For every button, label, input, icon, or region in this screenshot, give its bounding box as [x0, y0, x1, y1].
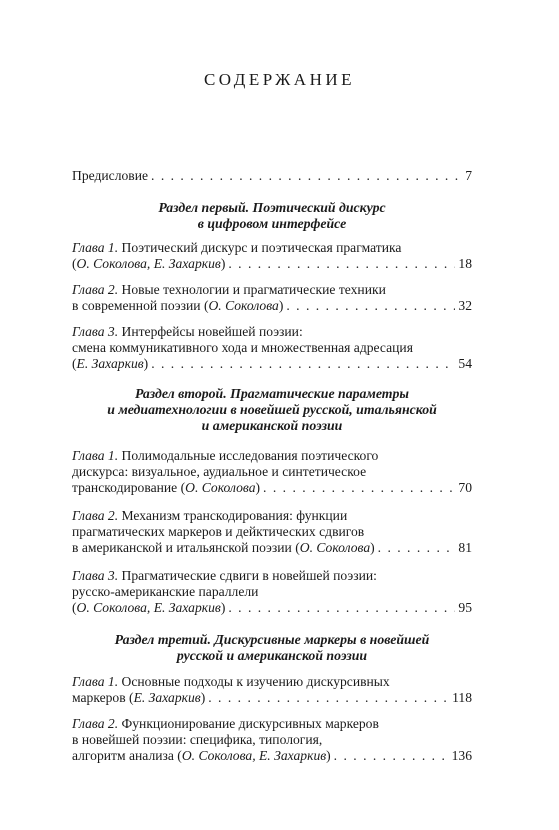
- section-heading-2: Раздел второй. Прагматические параметры и медиатехнологии в новейшей русской, итальянской и американской поэзии: [107, 386, 437, 433]
- dot-leader: [228, 600, 455, 616]
- chapter-authors: О. Соколова: [208, 298, 279, 313]
- page-number: 95: [458, 600, 472, 615]
- page-number: 18: [458, 256, 472, 271]
- chapter-authors: Е. Захаркив: [133, 690, 201, 705]
- dot-leader: [263, 480, 455, 496]
- page-number: 136: [451, 748, 472, 763]
- chapter-label: Глава 1.: [72, 240, 119, 255]
- toc-entry-s2-ch3: Глава 3. Прагматические сдвиги в новейшей поэзии: русско-американские параллели (О. Соколова, Е. Захаркив) . . . 95: [72, 568, 472, 616]
- entry-label: Предисловие: [72, 168, 149, 183]
- chapter-label: Глава 3.: [72, 324, 119, 339]
- toc-entry-preface: [72, 168, 472, 184]
- dot-leader: [228, 256, 455, 272]
- dot-leader: [286, 298, 455, 314]
- chapter-label: Глава 2.: [72, 716, 119, 731]
- page-title: СОДЕРЖАНИЕ: [203, 70, 356, 89]
- toc-entry-s2-ch2: Глава 2. Механизм транскодирования: функции прагматических маркеров и дейктических сдвигов в американской и итальянской поэзии (О. Соколова) . . . 81: [72, 508, 472, 556]
- chapter-label: Глава 1.: [72, 448, 119, 463]
- chapter-label: Глава 1.: [72, 674, 119, 689]
- chapter-authors: О. Соколова, Е. Захаркив: [76, 600, 221, 615]
- toc-entry-s1-ch2: Глава 2. Новые технологии и прагматические техники в современной поэзии (О. Соколова) . . . 32: [72, 282, 472, 314]
- toc-entry-s1-ch1: Глава 1. Поэтический дискурс и поэтическая прагматика (О. Соколова, Е. Захаркив) . . . 18: [72, 240, 472, 272]
- page-number: 32: [458, 298, 472, 313]
- page-number: 81: [458, 540, 472, 555]
- chapter-authors: О. Соколова: [299, 540, 371, 555]
- section-heading-1: Раздел первый. Поэтический дискурс в цифровом интерфейсе: [158, 200, 386, 231]
- page-number: 54: [458, 356, 472, 371]
- page-number: 70: [458, 480, 472, 495]
- dot-leader: [334, 748, 449, 764]
- page-number: 118: [452, 690, 472, 705]
- dot-leader: [151, 168, 462, 184]
- section-heading-3: Раздел третий. Дискурсивные маркеры в новейшей русской и американской поэзии: [114, 632, 430, 663]
- chapter-label: Глава 2.: [72, 508, 119, 523]
- toc-entry-s3-ch1: Глава 1. Основные подходы к изучению дискурсивных маркеров (Е. Захаркив) . . . 118: [72, 674, 472, 706]
- dot-leader: [208, 690, 449, 706]
- chapter-label: Глава 3.: [72, 568, 119, 583]
- toc-entry-s3-ch2: Глава 2. Функционирование дискурсивных маркеров в новейшей поэзии: специфика, типология, алгоритм анализа (О. Соколова, Е. Захаркив) . . . 136: [72, 716, 472, 764]
- chapter-authors: О. Соколова, Е. Захаркив: [76, 256, 221, 271]
- dot-leader: [151, 356, 455, 372]
- toc-entry-s1-ch3: Глава 3. Интерфейсы новейшей поэзии: смена коммуникативного хода и множественная адресация (Е. Захаркив) . . . 54: [72, 324, 472, 372]
- dot-leader: [378, 540, 456, 556]
- chapter-label: Глава 2.: [72, 282, 119, 297]
- chapter-authors: Е. Захаркив: [76, 356, 144, 371]
- page-number: 7: [465, 168, 472, 183]
- toc-entry-s2-ch1: Глава 1. Полимодальные исследования поэтического дискурса: визуальное, аудиальное и синтетическое транскодирование (О. Соколова) . . . 70: [72, 448, 472, 496]
- chapter-authors: О. Соколова: [185, 480, 256, 495]
- chapter-authors: О. Соколова, Е. Захаркив: [181, 748, 327, 763]
